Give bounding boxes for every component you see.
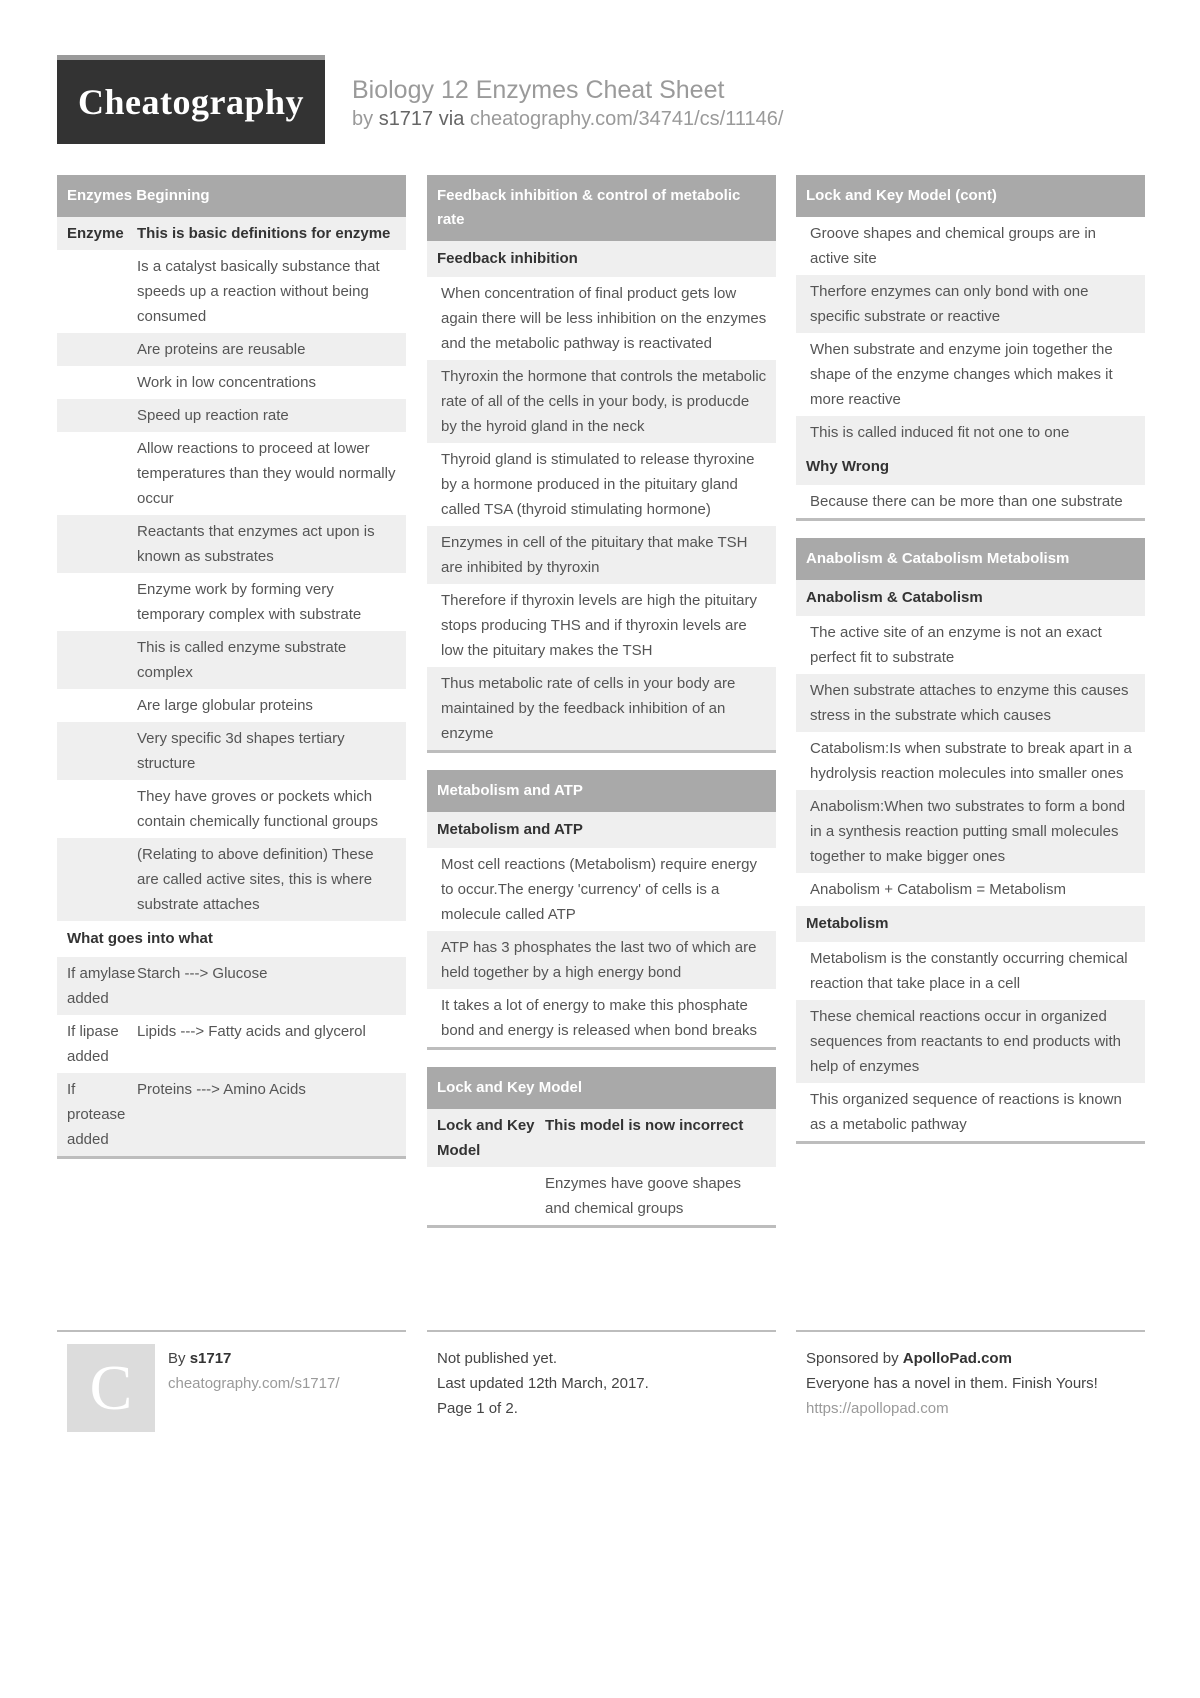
subheading: Feedback inhibition [427, 241, 776, 277]
list-item-text: This is called induced fit not one to one [810, 424, 1070, 441]
list-item-text: These chemical reactions occur in organized sequences from reactants to end products with help of enzymes [810, 1008, 1122, 1075]
row-key: Enzyme [67, 225, 124, 242]
table-row [57, 957, 406, 1015]
list-item-text: When substrate and enzyme join together the shape of the enzyme changes which makes it more reactive [810, 341, 1113, 408]
list-item [796, 275, 1145, 333]
list-item [796, 1000, 1145, 1083]
row-key [57, 370, 137, 395]
list-item-text: Because there can be more than one substrate [810, 493, 1123, 510]
footer-author: By s1717 cheatography.com/s1717/ [168, 1346, 340, 1396]
footer-author-url[interactable]: cheatography.com/s1717/ [168, 1375, 340, 1392]
row-value: Reactants that enzymes act upon is known as substrates [137, 523, 375, 565]
row-key [57, 577, 137, 627]
row-value: Allow reactions to proceed at lower temperatures than they would normally occur [137, 440, 396, 507]
row-key [427, 1171, 545, 1221]
row-key [57, 254, 137, 329]
list-item [427, 443, 776, 526]
column-2 [427, 175, 776, 1245]
column-1 [57, 175, 406, 1176]
list-item-text: When substrate attaches to enzyme this causes stress in the substrate which causes [810, 682, 1129, 724]
list-item-text: Catabolism:Is when substrate to break apart in a hydrolysis reaction molecules into smaller ones [810, 740, 1132, 782]
section-title: Enzymes Beginning [57, 175, 406, 217]
row-value: Is a catalyst basically substance that speeds up a reaction without being consumed [137, 258, 380, 325]
section-enzymes-beginning [57, 175, 406, 1159]
table-row [57, 217, 406, 250]
list-item-text: Anabolism + Catabolism = Metabolism [810, 881, 1066, 898]
sheet-url-link[interactable]: cheatography.com/34741/cs/11146/ [469, 108, 784, 130]
list-item [796, 790, 1145, 873]
section-title: Feedback inhibition & control of metabolic rate [427, 175, 776, 241]
author-avatar[interactable]: C [67, 1344, 155, 1432]
row-key [57, 784, 137, 834]
footer-status: Not published yet. Last updated 12th March, 2017. Page 1 of 2. [437, 1350, 649, 1417]
table-row [57, 515, 406, 573]
section-lock-and-key [427, 1067, 776, 1228]
list-item-text: Thyroxin the hormone that controls the metabolic rate of all of the cells in your body, is producde by the hyroid gland in the neck [441, 368, 767, 435]
list-item-text: Therfore enzymes can only bond with one specific substrate or reactive [810, 283, 1089, 325]
list-item-text: It takes a lot of energy to make this phosphate bond and energy is released when bond breaks [441, 997, 758, 1039]
byline: by s1717 via cheatography.com/34741/cs/11146/ [352, 108, 784, 130]
footer-sponsor: Sponsored by ApolloPad.com Everyone has a novel in them. Finish Yours! https://apollopad.com [806, 1346, 1098, 1421]
table-row [57, 780, 406, 838]
row-key [57, 519, 137, 569]
list-item [796, 616, 1145, 674]
author-link[interactable]: s1717 [378, 108, 434, 130]
list-item [427, 360, 776, 443]
list-item-text: Metabolism is the constantly occurring chemical reaction that take place in a cell [810, 950, 1128, 992]
row-value: Enzyme work by forming very temporary complex with substrate [137, 581, 362, 623]
sponsor-url[interactable]: https://apollopad.com [806, 1400, 949, 1417]
section-title: Metabolism and ATP [427, 770, 776, 812]
list-item [796, 217, 1145, 275]
table-row [57, 631, 406, 689]
row-key [57, 635, 137, 685]
footer-divider [427, 1330, 776, 1332]
table-row [427, 1109, 776, 1167]
footer-author-link[interactable]: s1717 [189, 1350, 232, 1367]
row-value: This is called enzyme substrate complex [137, 639, 347, 681]
section-anabolism-catabolism [796, 538, 1145, 1144]
list-item [427, 667, 776, 750]
table-row [57, 366, 406, 399]
list-item-text: Most cell reactions (Metabolism) require energy to occur.The energy 'currency' of cells is a molecule called ATP [441, 856, 757, 923]
section-title: Anabolism & Catabolism Metabolism [796, 538, 1145, 580]
list-item-text: Enzymes in cell of the pituitary that make TSH are inhibited by thyroxin [441, 534, 748, 576]
table-row [57, 573, 406, 631]
row-value: This is basic definitions for enzyme [137, 225, 391, 242]
list-item [796, 485, 1145, 518]
section-lock-and-key-cont [796, 175, 1145, 521]
sponsor-link[interactable]: ApolloPad.com [902, 1350, 1012, 1367]
list-item [796, 674, 1145, 732]
list-item-text: This organized sequence of reactions is known as a metabolic pathway [810, 1091, 1122, 1133]
page-title: Biology 12 Enzymes Cheat Sheet [352, 76, 725, 104]
table-row [57, 250, 406, 333]
row-value: Lipids ---> Fatty acids and glycerol [137, 1023, 366, 1040]
row-key: If lipase added [67, 1023, 119, 1065]
row-value: (Relating to above definition) These are called active sites, this is where substrate attaches [137, 846, 374, 913]
row-value: Enzymes have goove shapes and chemical groups [545, 1175, 741, 1217]
list-item [796, 732, 1145, 790]
row-key [57, 337, 137, 362]
list-item-text: Thus metabolic rate of cells in your body are maintained by the feedback inhibition of an enzyme [441, 675, 736, 742]
table-row [427, 1167, 776, 1225]
table-row [57, 399, 406, 432]
subheading: Metabolism [796, 906, 1145, 942]
subheading: Why Wrong [796, 449, 1145, 485]
row-value: Work in low concentrations [137, 374, 316, 391]
list-item [427, 526, 776, 584]
row-key: If protease added [67, 1081, 126, 1148]
list-item [427, 931, 776, 989]
row-key [57, 403, 137, 428]
list-item-text: Therefore if thyroxin levels are high the pituitary stops producing THS and if thyroxin levels are low the pituitary makes the TSH [441, 592, 757, 659]
row-key: Lock and Key Model [437, 1117, 535, 1159]
list-item-text: When concentration of final product gets low again there will be less inhibition on the enzymes and the metabolic pathway is reactivated [441, 285, 767, 352]
list-item-text: ATP has 3 phosphates the last two of which are held together by a high energy bond [441, 939, 757, 981]
row-value: Proteins ---> Amino Acids [137, 1081, 306, 1098]
row-key: If amylase added [67, 965, 136, 1007]
subheading: Anabolism & Catabolism [796, 580, 1145, 616]
table-row [57, 432, 406, 515]
row-value: Very specific 3d shapes tertiary structure [137, 730, 345, 772]
list-item [796, 873, 1145, 906]
list-item [427, 277, 776, 360]
list-item-text: Thyroid gland is stimulated to release thyroxine by a hormone produced in the pituitary gland called TSA (thyroid stimulating hormone) [441, 451, 755, 518]
list-item-text: The active site of an enzyme is not an exact perfect fit to substrate [810, 624, 1102, 666]
cheatography-logo[interactable]: Cheatography [57, 55, 325, 144]
table-row [57, 838, 406, 921]
row-key [57, 842, 137, 917]
table-row [57, 333, 406, 366]
list-item-text: Anabolism:When two substrates to form a bond in a synthesis reaction putting small molecules together to make bigger ones [810, 798, 1126, 865]
list-item [796, 942, 1145, 1000]
table-row [57, 722, 406, 780]
footer-divider [57, 1330, 406, 1332]
section-metabolism-atp [427, 770, 776, 1050]
list-item [427, 848, 776, 931]
row-value: This model is now incorrect [545, 1117, 744, 1134]
column-3 [796, 175, 1145, 1161]
table-row [57, 689, 406, 722]
subheading: What goes into what [57, 921, 406, 957]
list-item [796, 416, 1145, 449]
section-title: Lock and Key Model [427, 1067, 776, 1109]
row-value: Starch ---> Glucose [137, 965, 268, 982]
subheading: Metabolism and ATP [427, 812, 776, 848]
list-item [796, 1083, 1145, 1141]
section-title: Lock and Key Model (cont) [796, 175, 1145, 217]
list-item [427, 584, 776, 667]
footer-divider [796, 1330, 1145, 1332]
table-row [57, 1015, 406, 1073]
row-key [57, 693, 137, 718]
row-value: Are proteins are reusable [137, 341, 306, 358]
list-item [427, 989, 776, 1047]
row-key [57, 726, 137, 776]
row-value: Speed up reaction rate [137, 407, 289, 424]
table-row [57, 1073, 406, 1156]
row-value: Are large globular proteins [137, 697, 313, 714]
section-feedback-inhibition [427, 175, 776, 753]
list-item [796, 333, 1145, 416]
list-item-text: Groove shapes and chemical groups are in active site [810, 225, 1096, 267]
row-value: They have groves or pockets which contain chemically functional groups [137, 788, 378, 830]
row-key [57, 436, 137, 511]
